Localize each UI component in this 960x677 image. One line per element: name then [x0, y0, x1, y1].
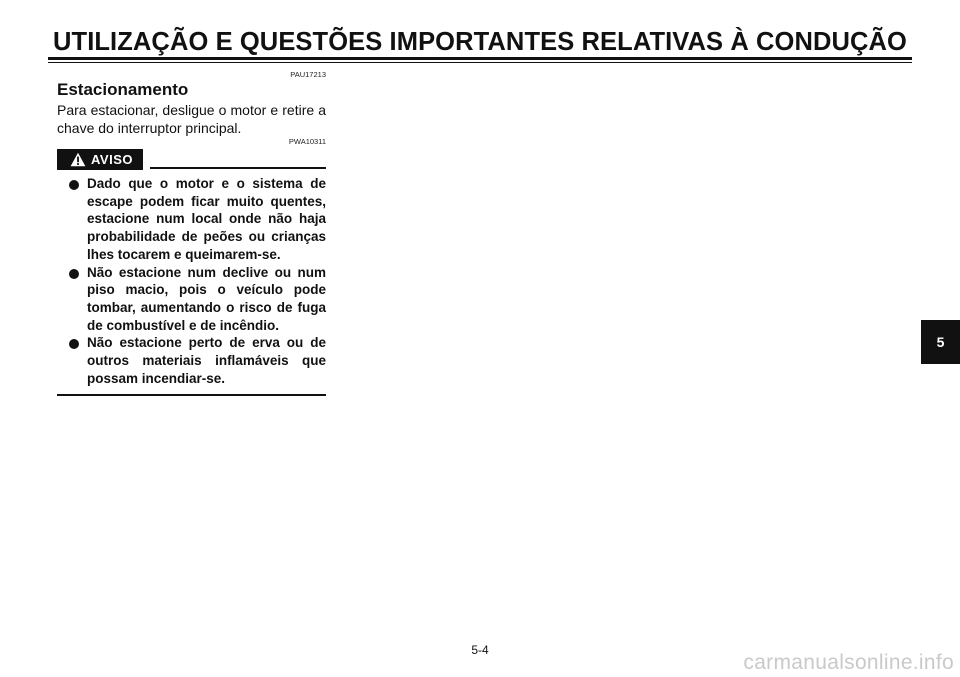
warning-item-text: Não estacione perto de erva ou de outros materiais inflamáveis que possam incendiar-se.	[87, 335, 326, 386]
list-item	[57, 175, 326, 264]
page-number: 5-4	[471, 643, 489, 657]
list-item	[57, 264, 326, 335]
warning-heading	[57, 149, 326, 171]
bullet-icon	[69, 269, 79, 279]
section-code: PAU17213	[290, 70, 326, 79]
section-body: Para estacionar, desligue o motor e retire a chave do interruptor principal.	[57, 102, 326, 136]
warning-item-text: Não estacione num declive ou num piso macio, pois o veículo pode tombar, aumentando o risco de fuga de combustível e de incêndio.	[87, 264, 326, 333]
warning-code: PWA10311	[288, 137, 326, 146]
warning-end-rule	[57, 394, 326, 396]
warning-item-text: Dado que o motor e o sistema de escape podem ficar muito quentes, estacione num local onde não haja probabilidade de peões ou crianças lhes tocarem e queimarem-se.	[87, 176, 326, 262]
warning-list	[57, 175, 326, 387]
chapter-tab: 5	[921, 320, 960, 364]
bullet-icon	[69, 339, 79, 349]
warning-rule	[150, 167, 326, 169]
list-item	[57, 334, 326, 387]
warning-badge	[57, 149, 143, 170]
header-rule-thin	[48, 62, 912, 63]
warning-triangle-icon	[70, 152, 86, 167]
watermark: carmanualsonline.info	[743, 651, 954, 674]
section-title: Estacionamento	[57, 80, 189, 99]
header-rule-thick	[48, 57, 912, 60]
content-column	[57, 70, 326, 396]
page-header-title: UTILIZAÇÃO E QUESTÕES IMPORTANTES RELATIVAS À CONDUÇÃO	[53, 28, 907, 56]
warning-label: AVISO	[91, 152, 133, 167]
bullet-icon	[69, 180, 79, 190]
